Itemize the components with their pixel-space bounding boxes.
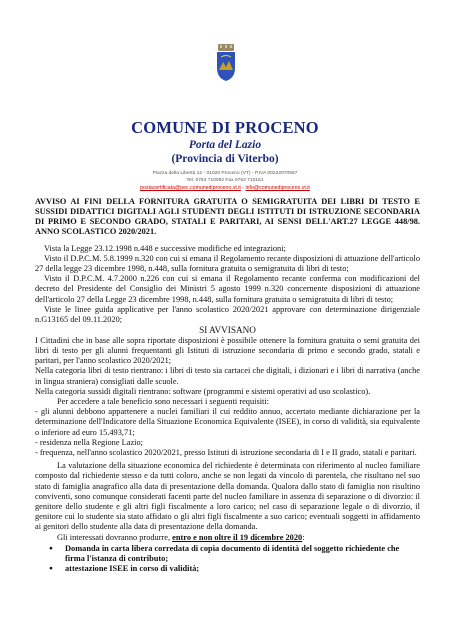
requirement-item: - gli alunni debbono appartenere a nuclei familiari il cui reddito annuo, accertato mediante dichiarazione per la determinazione dell'Indicatore della Situazione Economica Equivalente (ISEE), in corso di validità, sia equivalente o inferiore ad euro 15.493,71;: [35, 407, 420, 437]
phone-line: Tel. 0763 710092 Fax 0763 710161: [186, 178, 264, 183]
pec-email-link[interactable]: postacertificata@pec.comunediproceno.vt.it: [140, 185, 241, 191]
email-line: [0, 185, 450, 191]
required-documents-list: [35, 544, 420, 575]
email-separator: -: [240, 185, 246, 191]
submission-colon: :: [302, 532, 305, 542]
body-paragraph: I Cittadini che in base alle sopra riportate disposizioni è possibile ottenere la fornitura gratuita o semi gratuita dei libri di testo per gli alunni frequentanti gli Istituti di istruzione secondaria di primo e secondo grado, statali e paritari, per l'anno scolastico 2020/2021;: [35, 335, 420, 366]
page-subtitle: Porta del Lazio: [188, 139, 262, 151]
body-paragraph: La valutazione della situazione economica del richiedente è determinata con riferimento al nucleo familiare composto dal richiedente stesso e da tutti coloro, anche se non legati da vincolo di parentela, che risultano nel suo stato di famiglia anagrafico alla data di presentazione della domanda. Qualora dallo stato di famiglia non risultino conviventi, sono comunque considerati facenti parte del nucleo familiare in assenza di separazione o di divorzio: il genitore dello studente e gli altri figli fiscalmente a loro carico; nel caso di separazione legale o di divorzio, il genitore cui lo studente sia stato affidato o gli altri figli fiscalmente a suo carico; eventuali soggetti in affidamento ai genitori dello studente alla data di presentazione della domanda.: [35, 461, 420, 532]
page-title: COMUNE DI PROCENO: [131, 118, 319, 137]
province-label: (Provincia di Viterbo): [171, 153, 279, 165]
list-item: ● attestazione ISEE in corso di validità;: [65, 564, 420, 574]
visto-paragraph: Visto il D.P.C.M. 4.7.2000 n.226 con cui si emana il Regolamento recante conferma con modificazioni del decreto del Presidente del Consiglio dei Ministri 5 agosto 1999 n.320 concernente disposizioni di attuazione dell'articolo 27 della Legge 23 dicembre 1998, n.448, sulla fornitura gratuita o semigratuita di libri di testo;: [35, 274, 420, 304]
municipal-coat-of-arms-icon: [215, 44, 237, 82]
notice-title: AVVISO AI FINI DELLA FORNITURA GRATUITA O SEMIGRATUITA DEI LIBRI DI TESTO E SUSSIDI DIDATTICI DIGITALI AGLI STUDENTI DEGLI ISTITUTI DI ISTRUZIONE SECONDARIA DI PRIMO E SECONDO GRADO, STATALI E PARITARI, AI SENSI DELL'ART.27 LEGGE 448/98. ANNO SCOLASTICO 2020/2021.: [35, 197, 420, 236]
submission-lead: Gli interessati dovranno produrre,: [57, 532, 173, 542]
address-line: Piazza della Libertà 12 - 01020 Proceno (VT) - P.IVA 00222070567: [152, 171, 298, 176]
visto-paragraph: Visto il D.P.C.M. 5.8.1999 n.320 con cui si emana il Regolamento recante disposizioni di attuazione dell'articolo 27 della legge 23 dicembre 1998, n.448, sulla fornitura gratuita o semigratuita di libri di testo;: [35, 253, 420, 274]
submission-paragraph: [35, 533, 420, 543]
body-paragraph: Nella categoria sussidi digitali rientrano: software (programmi e sistemi operativi ad uso scolastico).: [35, 386, 371, 396]
requirement-item: - residenza nella Regione Lazio;: [35, 437, 143, 447]
visto-paragraph: Vista la Legge 23.12.1998 n.448 e successive modifiche ed integrazioni;: [44, 243, 286, 253]
list-item: ● Domanda in carta libera corredata di copia documento di identità del soggetto richiedente che firma l'istanza di contributo;: [65, 544, 420, 565]
visto-paragraph: Viste le linee guida applicative per l'anno scolastico 2020/2021 approvare con determinazione dirigenziale n.G13165 del 09.11.2020;: [35, 304, 420, 325]
section-heading: SI AVVISANO: [199, 325, 256, 336]
body-paragraph: Nella categoria libri di testo rientrano: i libri di testo sia cartacei che digitali, i dizionari e i libri di narrativa (anche in lingua straniera) consigliati dalle scuole.: [35, 366, 420, 386]
submission-deadline: entro e non oltre il 19 dicembre 2020: [172, 532, 303, 542]
body-paragraph: Per accedere a tale beneficio sono necessari i seguenti requisiti:: [57, 396, 269, 406]
requirement-item: - frequenza, nell'anno scolastico 2020/2021, presso Istituti di istruzione secondaria di I e II grado, statali e paritari.: [35, 447, 417, 457]
info-email-link[interactable]: info@comunediproceno.vt.it: [245, 185, 310, 191]
notice-body: [35, 197, 420, 575]
